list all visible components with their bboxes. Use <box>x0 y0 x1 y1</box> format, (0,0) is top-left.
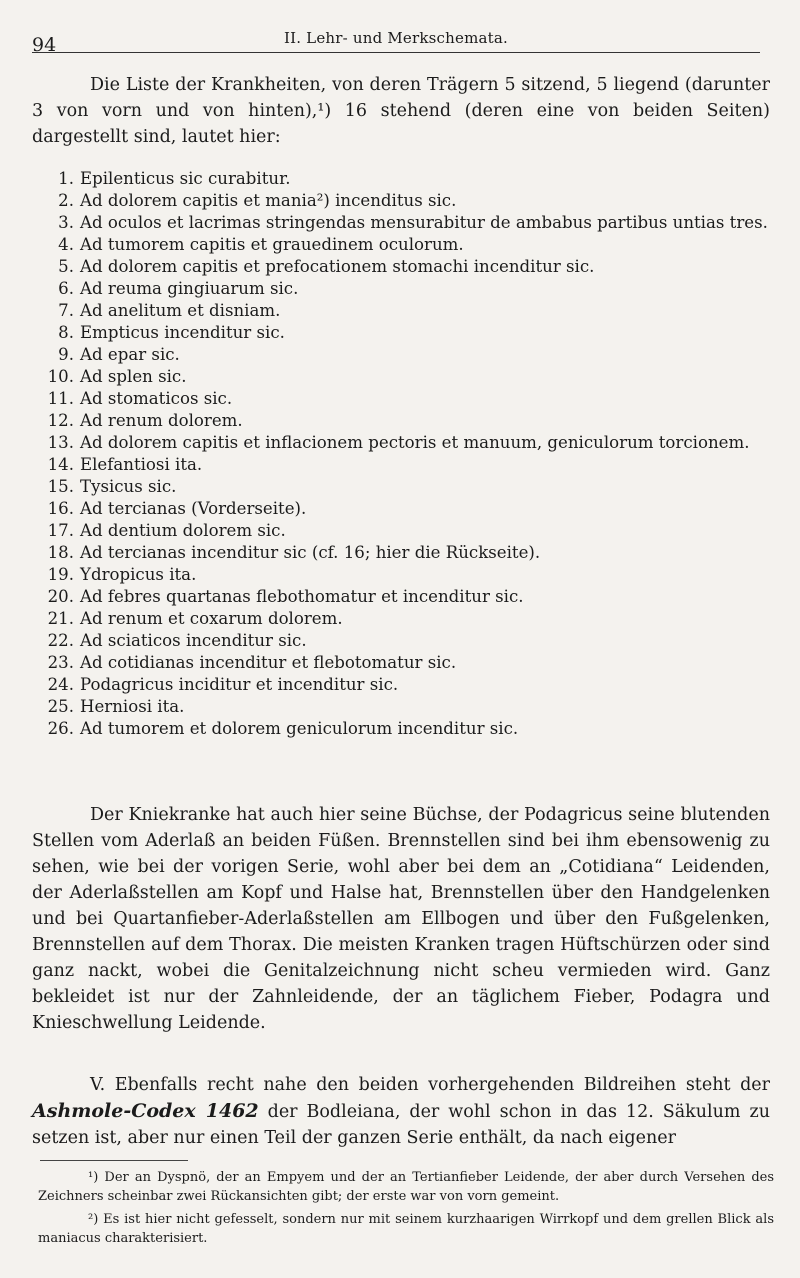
section-v-paragraph <box>32 1072 770 1151</box>
list-item <box>47 520 770 542</box>
list-item-number: 17. <box>47 521 74 540</box>
list-item-number: 11. <box>47 389 74 408</box>
list-item <box>58 234 770 256</box>
list-item-number: 2. <box>58 191 74 210</box>
list-item-text: Ad tercianas (Vorderseite). <box>80 499 307 518</box>
list-item <box>58 344 770 366</box>
list-item-number: 7. <box>58 301 74 320</box>
list-item-number: 23. <box>47 653 74 672</box>
list-item <box>47 432 770 454</box>
list-item-number: 19. <box>47 565 74 584</box>
list-item <box>58 278 770 300</box>
list-item-number: 8. <box>58 323 74 342</box>
list-item-number: 5. <box>58 257 74 276</box>
list-item <box>47 410 770 432</box>
disease-list <box>47 168 770 740</box>
list-item-number: 21. <box>47 609 74 628</box>
list-item <box>47 388 770 410</box>
list-item-text: Ad renum et coxarum dolorem. <box>80 609 343 628</box>
list-item <box>47 718 770 740</box>
list-item-number: 14. <box>47 455 74 474</box>
page-header <box>32 26 760 56</box>
list-item <box>47 454 770 476</box>
list-item <box>58 190 770 212</box>
intro-paragraph: Die Liste der Krankheiten, von deren Trägern 5 sitzend, 5 liegend (darunter 3 von vorn und von hinten),¹) 16 stehend (deren eine von beiden Seiten) dargestellt sind, lautet hier: <box>32 75 770 147</box>
section-v-rest: der Bodleiana, der wohl schon in das 12. Säkulum zu setzen ist, aber nur einen Teil der ganzen Serie enthält, da nach eigener <box>32 1102 770 1148</box>
list-item-text: Podagricus inciditur et incenditur sic. <box>80 675 399 694</box>
list-item-text: Epilenticus sic curabitur. <box>80 169 291 188</box>
list-item <box>58 322 770 344</box>
list-item <box>58 300 770 322</box>
running-title: II. Lehr- und Merkschemata. <box>283 29 509 47</box>
list-item <box>58 168 770 190</box>
section-v-lead: V. Ebenfalls recht nahe den beiden vorhergehenden Bildreihen steht der <box>90 1075 770 1095</box>
list-item <box>47 498 770 520</box>
list-item-number: 22. <box>47 631 74 650</box>
list-item-number: 18. <box>47 543 74 562</box>
codex-name: Ashmole-Codex 1462 <box>32 1100 259 1122</box>
list-item-text: Ad dolorem capitis et inflacionem pectoris et manuum, geniculorum torcionem. <box>80 433 750 452</box>
list-item-number: 3. <box>58 213 74 232</box>
list-item-number: 20. <box>47 587 74 606</box>
list-item <box>47 476 770 498</box>
list-item-number: 4. <box>58 235 74 254</box>
list-item-number: 26. <box>47 719 74 738</box>
list-item <box>47 630 770 652</box>
list-item-number: 24. <box>47 675 74 694</box>
list-item <box>47 652 770 674</box>
footnote-1 <box>38 1168 774 1206</box>
list-item-number: 13. <box>47 433 74 452</box>
list-item-text: Herniosi ita. <box>80 697 185 716</box>
list-item <box>47 608 770 630</box>
list-item <box>47 586 770 608</box>
list-item-text: Ad stomaticos sic. <box>80 389 233 408</box>
list-item-text: Ad tercianas incenditur sic (cf. 16; hier die Rückseite). <box>80 543 541 562</box>
list-item-number: 25. <box>47 697 74 716</box>
footnote-1-text: Der an Dyspnö, der an Empyem und der an Tertianfieber Leidende, der aber durch Versehen des Zeichners scheinbar zwei Rückansichten gibt; der erste war von vorn gemeint. <box>38 1170 774 1204</box>
list-item-text: Ad cotidianas incenditur et flebotomatur sic. <box>80 653 457 672</box>
list-item-text: Ad dolorem capitis et mania²) incenditus sic. <box>80 191 457 210</box>
page-number: 94 <box>32 34 57 56</box>
list-item-text: Ad sciaticos incenditur sic. <box>80 631 307 650</box>
list-item-text: Ad dentium dolorem sic. <box>80 521 286 540</box>
list-item-text: Ydropicus ita. <box>80 565 197 584</box>
list-item-number: 16. <box>47 499 74 518</box>
list-item-number: 6. <box>58 279 74 298</box>
list-item-text: Ad dolorem capitis et prefocationem stomachi incenditur sic. <box>80 257 595 276</box>
list-item-number: 1. <box>58 169 74 188</box>
list-item-number: 12. <box>47 411 74 430</box>
list-item-text: Ad splen sic. <box>80 367 187 386</box>
list-item-text: Ad anelitum et disniam. <box>80 301 281 320</box>
list-item-text: Ad tumorem et dolorem geniculorum incenditur sic. <box>80 719 519 738</box>
list-item <box>58 256 770 278</box>
list-item-text: Ad oculos et lacrimas stringendas mensurabitur de ambabus partibus untias tres. <box>80 213 768 232</box>
list-item-text: Empticus incenditur sic. <box>80 323 285 342</box>
footnote-2 <box>38 1210 774 1248</box>
list-item <box>47 674 770 696</box>
footnote-2-mark: ²) <box>88 1212 99 1227</box>
list-item <box>47 696 770 718</box>
list-item-text: Tysicus sic. <box>80 477 177 496</box>
list-item-text: Ad febres quartanas flebothomatur et incenditur sic. <box>80 587 524 606</box>
footnote-rule <box>40 1160 188 1161</box>
list-item-text: Ad tumorem capitis et grauedinem oculorum. <box>80 235 464 254</box>
list-item <box>47 366 770 388</box>
list-item-number: 15. <box>47 477 74 496</box>
footnote-2-text: Es ist hier nicht gefesselt, sondern nur mit seinem kurzhaarigen Wirrkopf und dem grellen Blick als maniacus charakterisiert. <box>38 1212 774 1246</box>
list-item-text: Ad epar sic. <box>80 345 180 364</box>
list-item-text: Elefantiosi ita. <box>80 455 203 474</box>
list-item-number: 10. <box>47 367 74 386</box>
list-item-text: Ad reuma gingiuarum sic. <box>80 279 299 298</box>
footnote-1-mark: ¹) <box>88 1170 99 1185</box>
list-item-text: Ad renum dolorem. <box>80 411 243 430</box>
list-item <box>47 542 770 564</box>
commentary-paragraph: Der Kniekranke hat auch hier seine Büchse, der Podagricus seine blutenden Stellen vom Aderlaß an beiden Füßen. Brennstellen sind bei ihm ebensowenig zu sehen, wie bei der vorigen Serie, wohl aber bei dem an „Cotidiana“ Leidenden, der Aderlaßstellen am Kopf und Halse hat, Brennstellen über den Handgelenken und bei Quartanfieber-Aderlaßstellen am Ellbogen und über den Fußgelenken, Brennstellen auf dem Thorax. Die meisten Kranken tragen Hüftschürzen oder sind ganz nackt, wobei die Genitalzeichnung nicht scheu vermieden wird. Ganz bekleidet ist nur der Zahnleidende, der an täglichem Fieber, Podagra und Knieschwellung Leidende. <box>32 805 770 1033</box>
list-item <box>58 212 770 234</box>
list-item <box>47 564 770 586</box>
list-item-number: 9. <box>58 345 74 364</box>
